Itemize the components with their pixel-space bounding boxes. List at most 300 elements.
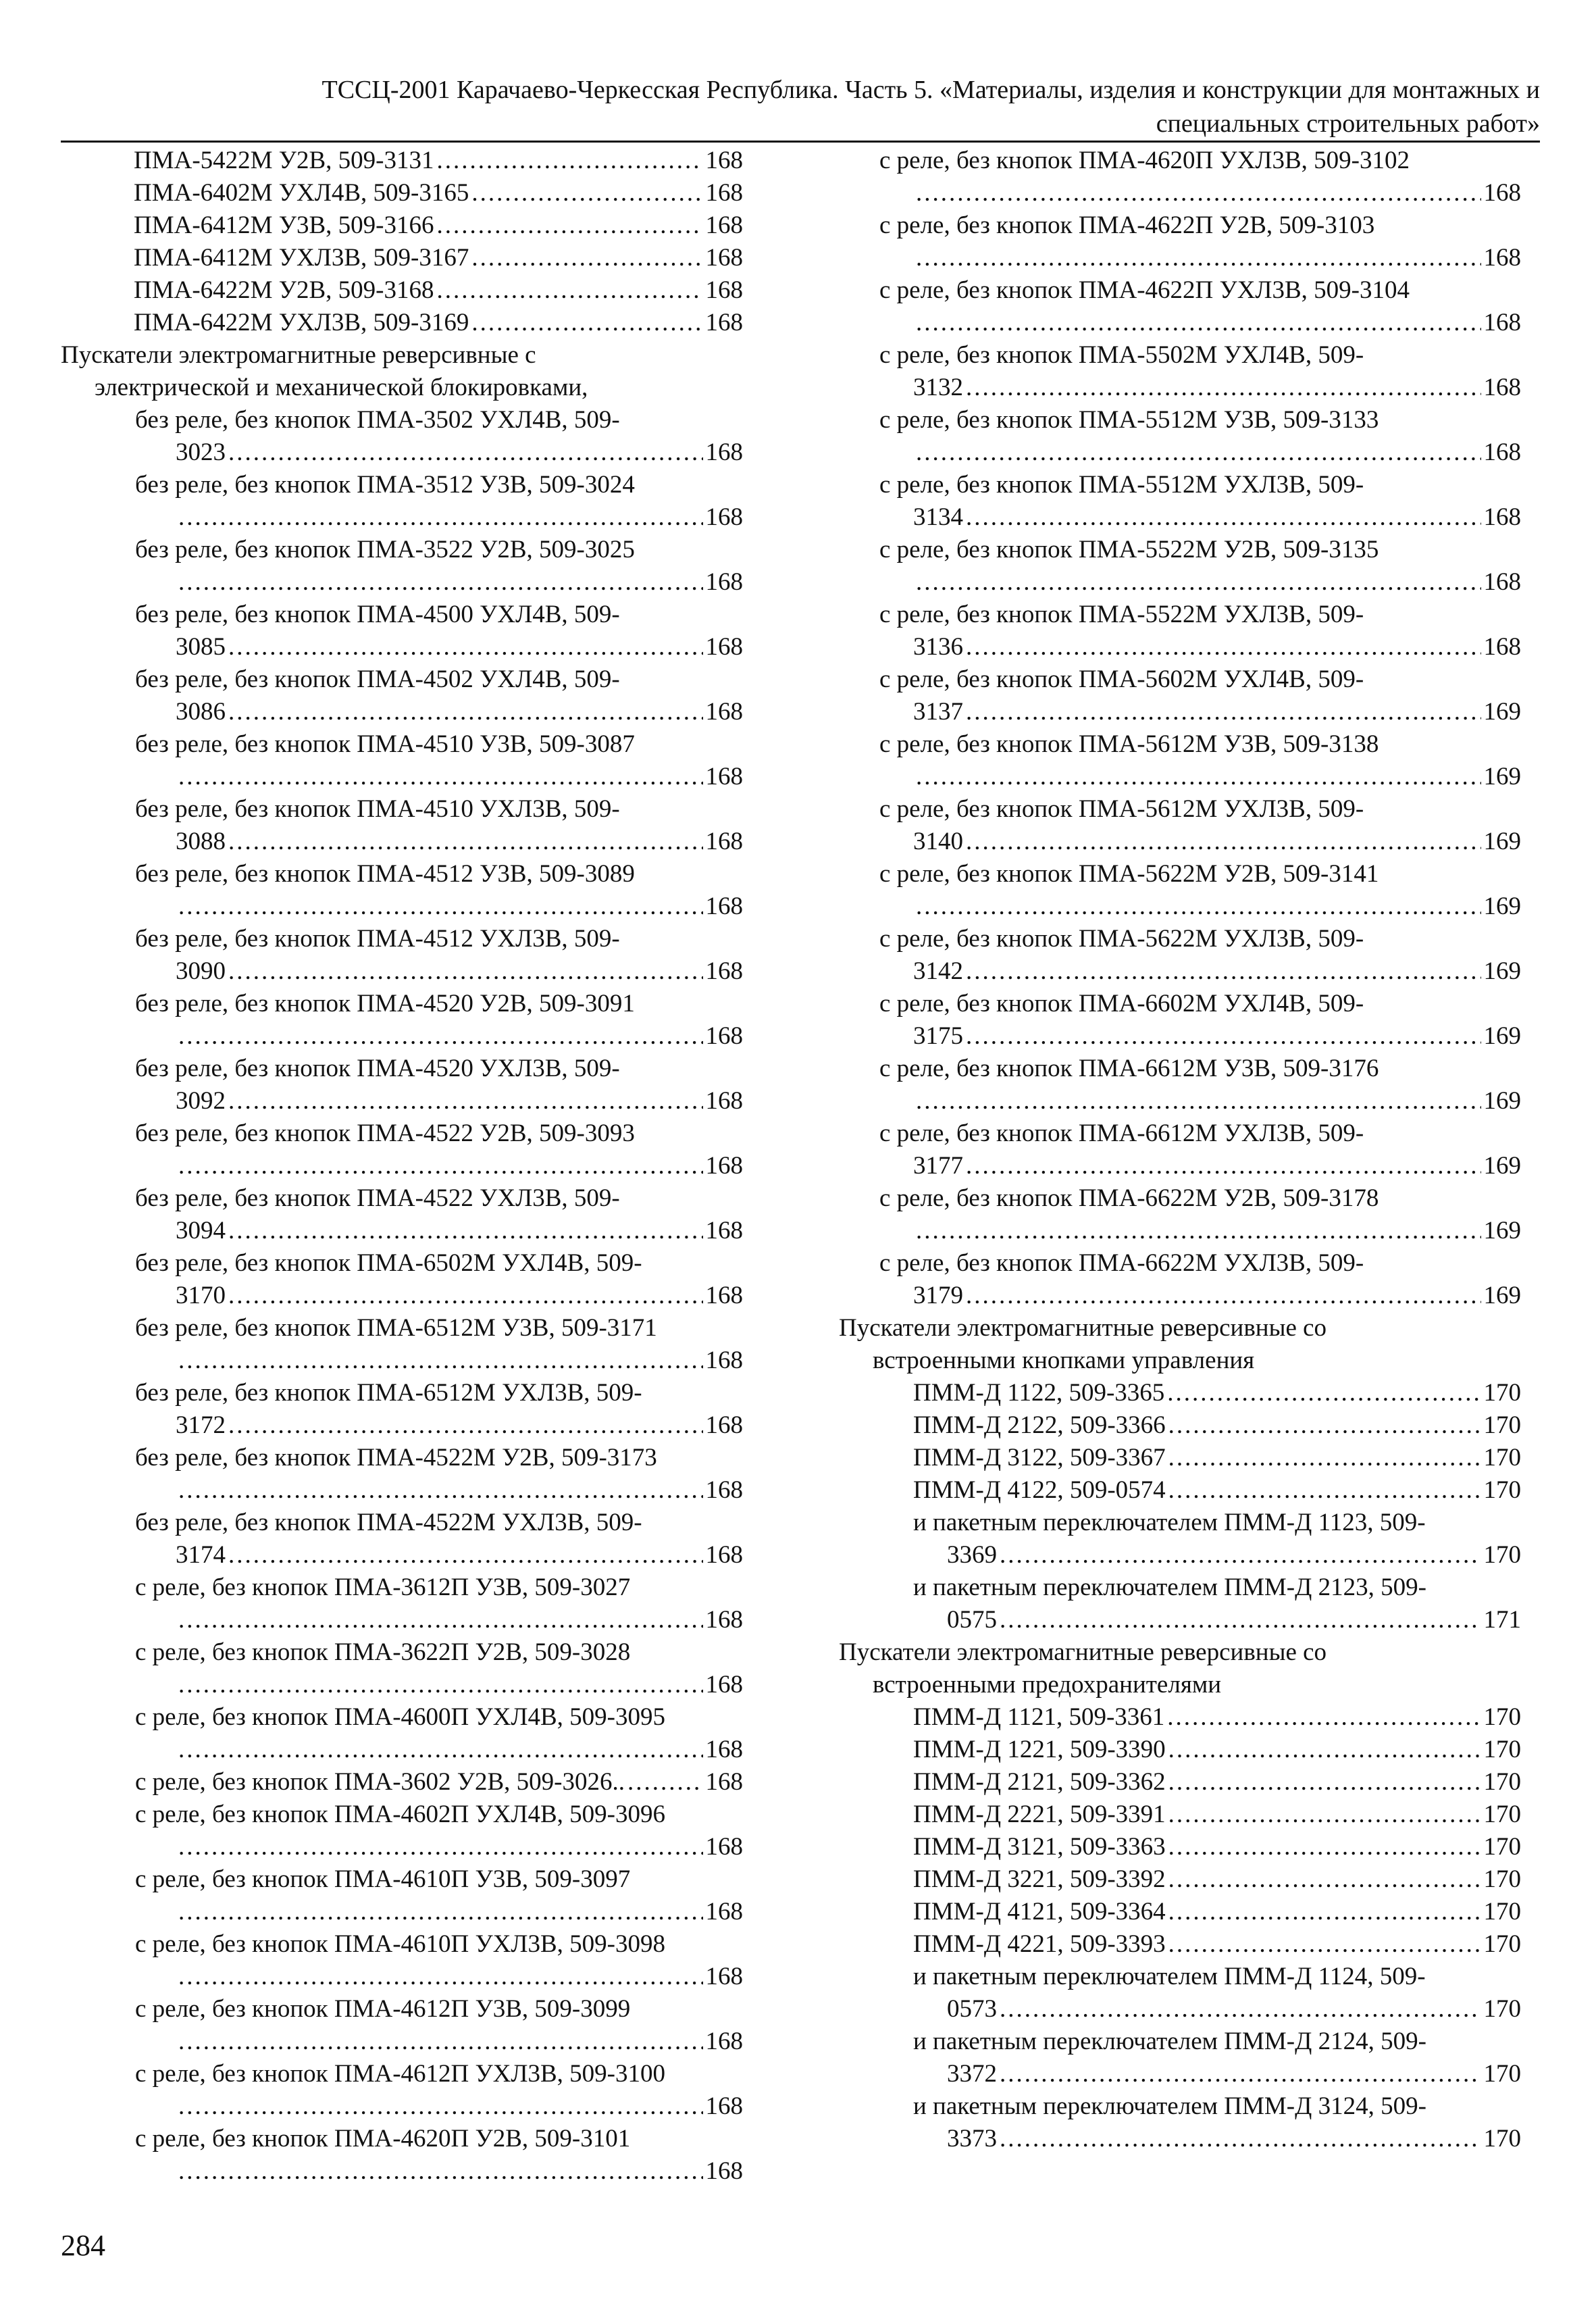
leader-line [879,696,1521,728]
index-entry [128,1863,743,1928]
entry-text: с реле, без кнопок ПМА-4622П УХЛ3В, 509-3104 [879,276,1410,304]
entry-text: ПММ-Д 4221, 509-3393 [913,1930,1166,1958]
leader-line [135,1961,743,1993]
page-ref: 168 [705,2092,743,2120]
index-entry [128,2123,743,2188]
index-entry [128,858,743,923]
entry-text: с реле, без кнопок ПМА-6612М У3В, 509-3176 [879,1055,1379,1082]
entry-text: без реле, без кнопок ПМА-6512М У3В, 509-3171 [135,1314,657,1342]
entry-text: 3090 [176,957,226,985]
entry-text: с реле, без кнопок ПМА-6602М УХЛ4В, 509- [879,990,1364,1017]
entry-text: с реле, без кнопок ПМА-5602М УХЛ4В, 509- [879,665,1364,693]
entry-text: 0575 [947,1606,997,1634]
dot-leader [178,1896,703,1928]
entry-text: с реле, без кнопок ПМА-4610П У3В, 509-3097 [135,1865,631,1893]
leader-line [135,826,743,858]
dot-leader [437,209,703,242]
entry-text: ПММ-Д 3121, 509-3363 [913,1833,1166,1861]
dot-leader [178,566,703,599]
leader-line [879,631,1521,663]
page-ref: 168 [705,1152,743,1180]
page-ref: 171 [1483,1606,1521,1634]
dot-leader [916,307,1481,339]
entry-text: без реле, без кнопок ПМА-3522 У2В, 509-3025 [135,536,635,563]
entry-text: и пакетным переключателем ПММ-Д 1124, 509- [913,1963,1426,1990]
index-entry [61,242,743,274]
dot-leader [228,1215,703,1247]
index-entry [873,534,1521,599]
entry-text: с реле, без кнопок ПМА-5502М УХЛ4В, 509- [879,341,1364,369]
entry-text: ПМА-6422М УХЛ3В, 509-3169 [134,309,469,336]
leader-line [879,177,1521,209]
dot-leader [178,1344,703,1377]
dot-leader [1000,1993,1481,2026]
dot-leader [627,1766,703,1799]
leader-line [135,1734,743,1766]
sub-items-fuses [839,1701,1521,2155]
dot-leader [178,1734,703,1766]
page-ref: 168 [705,1898,743,1926]
index-entry [906,1474,1521,1507]
page-ref: 168 [705,892,743,920]
index-entry [61,177,743,209]
entry-text: ПММ-Д 1122, 509-3365 [913,1379,1165,1407]
leader-line [913,1409,1521,1442]
dot-leader [228,631,703,663]
page-ref: 168 [705,244,743,272]
leader-line [879,1150,1521,1182]
leader-line [135,955,743,988]
page-ref: 168 [705,698,743,726]
index-entry [128,1247,743,1312]
dot-leader [437,274,703,307]
entry-text: ПММ-Д 2221, 509-3391 [913,1801,1166,1828]
page-ref: 168 [705,276,743,304]
index-entry [128,1766,743,1799]
leader-line [913,2123,1521,2155]
index-entry [906,1831,1521,1863]
entry-text: ПММ-Д 2122, 509-3366 [913,1411,1166,1439]
page-ref: 170 [1483,1411,1521,1439]
leader-line [913,1863,1521,1896]
index-entry [873,209,1521,274]
page-ref: 168 [1483,244,1521,272]
dot-leader [966,696,1481,728]
entry-text: ПММ-Д 3122, 509-3367 [913,1444,1166,1472]
entry-text: с реле, без кнопок ПМА-4602П УХЛ4В, 509-3096 [135,1801,666,1828]
entry-text: 3086 [176,698,226,726]
page-ref: 170 [1483,1379,1521,1407]
page-ref: 168 [705,1736,743,1763]
index-entry [906,1961,1521,2026]
entry-text: 3136 [913,633,963,661]
dot-leader [916,177,1481,209]
leader-line [879,1280,1521,1312]
page-ref: 169 [1483,1282,1521,1309]
leader-line [135,1215,743,1247]
leader-line [913,1474,1521,1507]
page-ref: 168 [1483,374,1521,401]
leader-line [913,1799,1521,1831]
index-entry [873,599,1521,663]
index-entry [906,1928,1521,1961]
entry-text: без реле, без кнопок ПМА-4512 У3В, 509-3089 [135,860,635,888]
dot-leader [437,145,703,177]
page-ref: 168 [705,1833,743,1861]
index-entry [873,988,1521,1053]
page-ref: 168 [705,503,743,531]
leader-line [135,501,743,534]
dot-leader [178,1604,703,1636]
index-entry [128,1571,743,1636]
entry-text: ПММ-Д 4122, 509-0574 [913,1476,1166,1504]
entry-text: без реле, без кнопок ПМА-4510 УХЛ3В, 509- [135,795,620,823]
dot-leader [916,566,1481,599]
dot-leader [1168,1409,1481,1442]
leader-line [879,826,1521,858]
entry-text: с реле, без кнопок ПМА-6622М У2В, 509-3178 [879,1184,1379,1212]
page-ref: 170 [1483,2060,1521,2088]
index-entry [128,1053,743,1117]
index-entry [906,2026,1521,2090]
index-entry [906,1507,1521,1571]
leader-line [879,761,1521,793]
leader-line [913,1604,1521,1636]
dot-leader [178,761,703,793]
dot-leader [1168,1766,1481,1799]
leader-line [913,1896,1521,1928]
top-items [61,145,743,339]
index-entry [873,1117,1521,1182]
page-ref: 168 [1483,309,1521,336]
leader-line [879,1020,1521,1053]
index-entry [128,793,743,858]
index-entry [128,534,743,599]
dot-leader [228,955,703,988]
leader-line [879,436,1521,469]
entry-text: 3175 [913,1022,963,1050]
page-ref: 168 [705,957,743,985]
page-ref: 168 [705,309,743,336]
index-entry [906,2090,1521,2155]
dot-leader [966,501,1481,534]
entry-text: ПММ-Д 2121, 509-3362 [913,1768,1166,1796]
section-heading-line-1: Пускатели электромагнитные реверсивные со [839,1638,1327,1666]
entry-text: с реле, без кнопок ПМА-5612М УХЛ3В, 509- [879,795,1364,823]
index-entry [61,307,743,339]
leader-line [135,890,743,923]
entry-text: 3172 [176,1411,226,1439]
leader-line [879,955,1521,988]
entry-text: с реле, без кнопок ПМА-5512М УХЛ3В, 509- [879,471,1364,499]
dot-leader [178,1831,703,1863]
index-entry [906,1766,1521,1799]
entry-text: без реле, без кнопок ПМА-4522М УХЛ3В, 509- [135,1509,642,1536]
index-entry [873,1182,1521,1247]
index-entry [906,1571,1521,1636]
sub-items-continued [839,145,1521,1312]
dot-leader [228,1085,703,1117]
section-heading-line-1: Пускатели электромагнитные реверсивные с [61,341,536,369]
dot-leader [178,2155,703,2188]
index-entry [873,858,1521,923]
page-ref: 168 [705,763,743,790]
page-ref: 170 [1483,1801,1521,1828]
section-heading-blocking [61,339,743,404]
page-ref: 170 [1483,1865,1521,1893]
entry-text: ПМА-6412М УХЛ3В, 509-3167 [134,244,469,272]
leader-line [135,436,743,469]
entry-text: с реле, без кнопок ПМА-4620П У2В, 509-3101 [135,2125,631,2153]
dot-leader [471,242,702,274]
dot-leader [178,2026,703,2058]
leader-line [879,890,1521,923]
dot-leader [1168,1474,1481,1507]
leader-line [135,1280,743,1312]
entry-text: без реле, без кнопок ПМА-3502 УХЛ4В, 509- [135,406,620,434]
leader-line [913,1993,1521,2026]
entry-text: без реле, без кнопок ПМА-6502М УХЛ4В, 509- [135,1249,642,1277]
dot-leader [228,696,703,728]
page-ref: 170 [1483,1736,1521,1763]
header-line-1: ТССЦ-2001 Карачаево-Черкесская Республика. Часть 5. «Материалы, изделия и конструкции для монтажных и [321,76,1540,104]
leader-line [135,1831,743,1863]
entry-text: 3372 [947,2060,997,2088]
dot-leader [471,177,702,209]
page-ref: 168 [1483,438,1521,466]
dot-leader [178,501,703,534]
leader-line [135,566,743,599]
page-ref: 168 [705,1963,743,1990]
leader-line [134,242,743,274]
entry-text: без реле, без кнопок ПМА-4520 У2В, 509-3091 [135,990,635,1017]
entry-text: ПМА-6412М У3В, 509-3166 [134,211,434,239]
dot-leader [1000,1604,1481,1636]
entry-text: ПММ-Д 4121, 509-3364 [913,1898,1166,1926]
leader-line [879,566,1521,599]
page-ref: 168 [705,2157,743,2185]
dot-leader [178,1961,703,1993]
page-ref: 168 [705,438,743,466]
leader-line [135,2090,743,2123]
page-ref: 168 [705,1541,743,1569]
leader-line [913,2058,1521,2090]
index-entry [128,1507,743,1571]
entry-text: без реле, без кнопок ПМА-4510 У3В, 509-3087 [135,730,635,758]
index-entry [61,274,743,307]
index-entry [128,1312,743,1377]
page-ref: 169 [1483,828,1521,855]
sub-items [61,404,743,2188]
dot-leader [916,890,1481,923]
entry-text: 3142 [913,957,963,985]
entry-text: ПММ-Д 1121, 509-3361 [913,1703,1165,1731]
dot-leader [178,1020,703,1053]
index-entry [128,599,743,663]
dot-leader [228,1280,703,1312]
dot-leader [966,955,1481,988]
dot-leader [1000,2123,1481,2155]
entry-text: без реле, без кнопок ПМА-4520 УХЛ3В, 509- [135,1055,620,1082]
entry-text: с реле, без кнопок ПМА-4612П У3В, 509-3099 [135,1995,631,2023]
dot-leader [916,436,1481,469]
entry-text: с реле, без кнопок ПМА-6622М УХЛ3В, 509- [879,1249,1364,1277]
index-entry [873,793,1521,858]
index-entry [61,145,743,177]
entry-text: без реле, без кнопок ПМА-4500 УХЛ4В, 509- [135,601,620,628]
index-entry [873,1247,1521,1312]
entry-text: 3174 [176,1541,226,1569]
page-header [61,73,1540,141]
entry-text: без реле, без кнопок ПМА-6512М УХЛ3В, 509- [135,1379,642,1407]
dot-leader [1168,1928,1481,1961]
index-entry [61,209,743,242]
leader-line [134,177,743,209]
page-ref: 168 [1483,568,1521,596]
index-entry [906,1863,1521,1896]
dot-leader [966,1280,1481,1312]
leader-line [135,1474,743,1507]
entry-text: 3094 [176,1217,226,1244]
dot-leader [1000,2058,1481,2090]
page-ref: 169 [1483,763,1521,790]
dot-leader [1168,1863,1481,1896]
page-ref: 170 [1483,1833,1521,1861]
entry-text: 3179 [913,1282,963,1309]
leader-line [135,1409,743,1442]
page-ref: 170 [1483,1541,1521,1569]
index-entry [873,663,1521,728]
leader-line [913,1831,1521,1863]
dot-leader [916,1215,1481,1247]
dot-leader [1167,1701,1481,1734]
entry-text: с реле, без кнопок ПМА-5522М УХЛ3В, 509- [879,601,1364,628]
leader-line [135,1150,743,1182]
index-entry [128,1799,743,1863]
dot-leader [966,631,1481,663]
leader-line [879,1215,1521,1247]
dot-leader [178,890,703,923]
index-entry [128,1442,743,1507]
leader-line [135,1344,743,1377]
page-ref: 168 [705,1411,743,1439]
entry-text: с реле, без кнопок ПМА-4610П УХЛ3В, 509-3098 [135,1930,666,1958]
index-entry [873,404,1521,469]
entry-text: 3373 [947,2125,997,2153]
page-ref: 168 [705,211,743,239]
page-ref: 169 [1483,1087,1521,1115]
sub-items-buttons [839,1377,1521,1636]
leader-line [134,209,743,242]
dot-leader [916,242,1481,274]
page-ref: 168 [1483,633,1521,661]
page-ref: 168 [705,2028,743,2055]
dot-leader [228,1409,703,1442]
entry-text: ПММ-Д 3221, 509-3392 [913,1865,1166,1893]
entry-text: без реле, без кнопок ПМА-4522 УХЛ3В, 509- [135,1184,620,1212]
index-entry [128,469,743,534]
page-ref: 168 [705,179,743,207]
page-ref: 168 [705,1671,743,1699]
entry-text: 3085 [176,633,226,661]
leader-line [135,1896,743,1928]
page-ref: 168 [705,1347,743,1374]
leader-line [879,307,1521,339]
dot-leader [966,826,1481,858]
page-ref: 168 [705,1476,743,1504]
leader-line [135,1020,743,1053]
page-ref: 168 [705,147,743,174]
page-ref: 169 [1483,892,1521,920]
page-ref: 168 [705,1087,743,1115]
page-number: 284 [61,2229,105,2262]
leader-line [134,307,743,339]
index-entry [906,1734,1521,1766]
index-entry [128,1117,743,1182]
leader-line [135,1669,743,1701]
leader-line [135,631,743,663]
leader-line [135,2155,743,2188]
leader-line [913,1701,1521,1734]
dot-leader [228,826,703,858]
entry-text: с реле, без кнопок ПМА-5522М У2В, 509-3135 [879,536,1379,563]
page-ref: 168 [705,1768,743,1796]
entry-text: ПМА-6402М УХЛ4В, 509-3165 [134,179,469,207]
entry-text: 3369 [947,1541,997,1569]
entry-text: с реле, без кнопок ПМА-3622П У2В, 509-3028 [135,1638,631,1666]
index-entry [906,1896,1521,1928]
entry-text: ПММ-Д 1221, 509-3390 [913,1736,1166,1763]
leader-line [913,1377,1521,1409]
leader-line [135,1766,743,1799]
leader-line [913,1928,1521,1961]
entry-text: с реле, без кнопок ПМА-4612П УХЛ3В, 509-3100 [135,2060,666,2088]
leader-line [134,145,743,177]
leader-line [913,1442,1521,1474]
entry-text: с реле, без кнопок ПМА-4620П УХЛ3В, 509-3102 [879,147,1410,174]
page-ref: 170 [1483,1444,1521,1472]
leader-line [135,1604,743,1636]
dot-leader [916,761,1481,793]
header-rule [61,141,1540,143]
page-ref: 170 [1483,1703,1521,1731]
entry-text: с реле, без кнопок ПМА-5622М УХЛ3В, 509- [879,925,1364,953]
section-heading-buttons [839,1312,1521,1377]
page-ref: 169 [1483,698,1521,726]
leader-line [879,242,1521,274]
index-entry [873,469,1521,534]
index-entry [128,1701,743,1766]
leader-line [135,1539,743,1571]
entry-text: с реле, без кнопок ПМА-5512М У3В, 509-3133 [879,406,1379,434]
index-entry [128,923,743,988]
section-heading-line-2: электрической и механической блокировками, [95,374,588,401]
entry-text: 3177 [913,1152,963,1180]
leader-line [879,501,1521,534]
page-ref: 170 [1483,1898,1521,1926]
dot-leader [471,307,702,339]
entry-text: с реле, без кнопок ПМА-4600П УХЛ4В, 509-3095 [135,1703,666,1731]
entry-text: без реле, без кнопок ПМА-4522 У2В, 509-3093 [135,1120,635,1147]
entry-text: 3170 [176,1282,226,1309]
section-heading-line-2: встроенными кнопками управления [873,1347,1255,1374]
entry-text: 3137 [913,698,963,726]
index-entry [128,1993,743,2058]
index-entry [128,404,743,469]
index-entry [906,1377,1521,1409]
dot-leader [228,436,703,469]
dot-leader [178,1150,703,1182]
